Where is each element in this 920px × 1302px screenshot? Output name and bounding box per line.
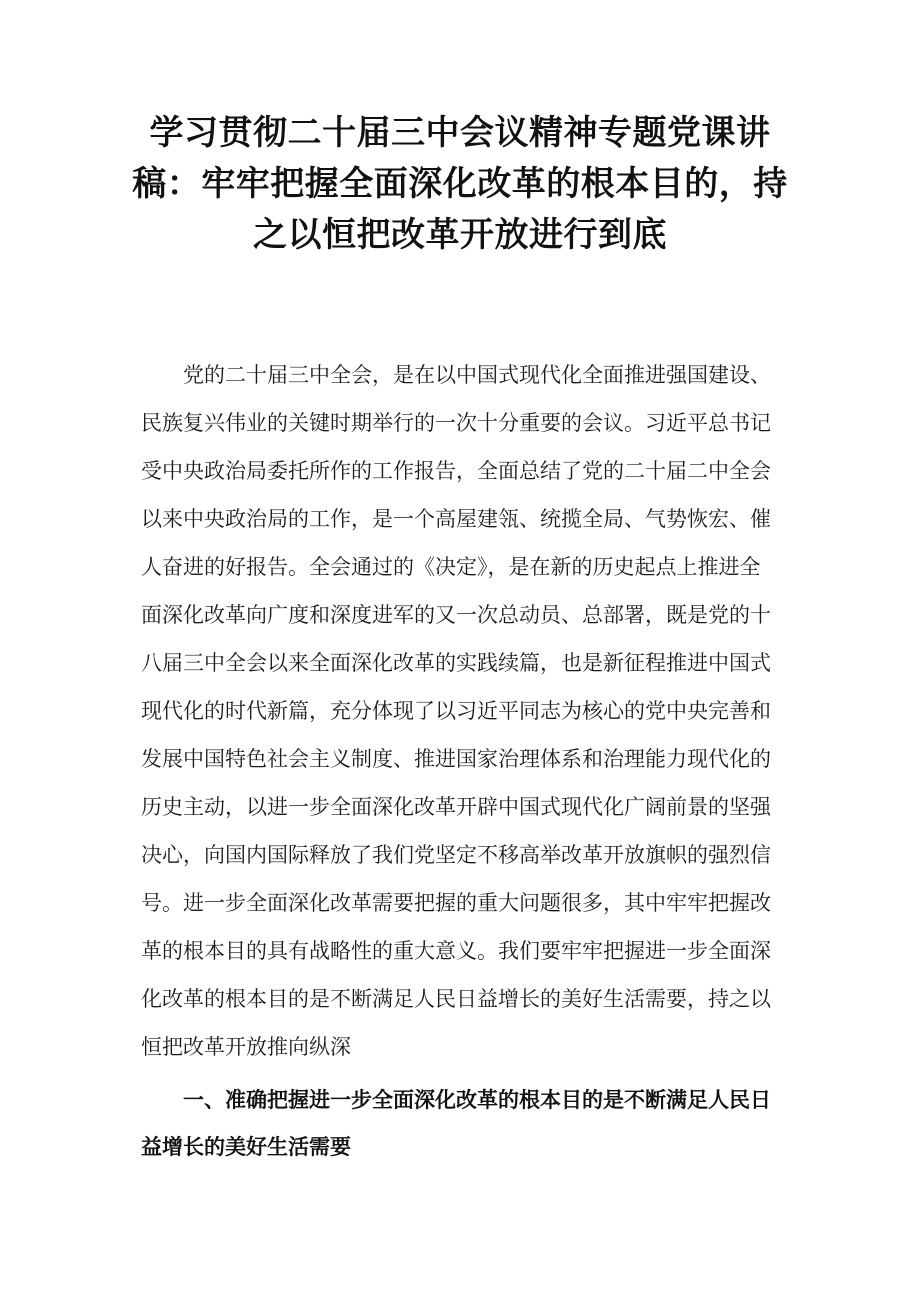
paragraph-line: 革的根本目的具有战略性的重大意义。我们要牢牢把握进一步全面深 [141,939,771,963]
paragraph-line: 人奋进的好报告。全会通过的《决定》，是在新的历史起点上推进全 [141,555,761,579]
paragraph-line: 历史主动，以进一步全面深化改革开辟中国式现代化广阔前景的坚强 [141,795,771,819]
paragraph-line: 党的二十届三中全会，是在以中国式现代化全面推进强国建设、 [183,363,771,387]
body-paragraph [141,351,801,1071]
paragraph-line: 面深化改革向广度和深度进军的又一次总动员、总部署，既是党的十 [141,603,771,627]
heading-line: 一、准确把握进一步全面深化改革的根本目的是不断满足人民日 [183,1088,771,1112]
paragraph-line: 民族复兴伟业的关键时期举行的一次十分重要的会议。习近平总书记 [141,411,771,435]
paragraph-line: 以来中央政治局的工作，是一个高屋建瓴、统揽全局、气势恢宏、催 [141,507,771,531]
title-line: 稿：牢牢把握全面深化改革的根本目的，持 [132,164,788,204]
title-line: 学习贯彻二十届三中会议精神专题党课讲 [149,113,771,153]
paragraph-line: 现代化的时代新篇，充分体现了以习近平同志为核心的党中央完善和 [141,699,771,723]
document-title [120,108,800,261]
heading-line: 益增长的美好生活需要 [141,1135,351,1159]
paragraph-line: 发展中国特色社会主义制度、推进国家治理体系和治理能力现代化的 [141,747,771,771]
paragraph-line: 受中央政治局委托所作的工作报告，全面总结了党的二十届二中全会 [141,459,771,483]
section-heading [141,1077,801,1171]
paragraph-line: 决心，向国内国际释放了我们党坚定不移高举改革开放旗帜的强烈信 [141,843,771,867]
paragraph-line: 八届三中全会以来全面深化改革的实践续篇，也是新征程推进中国式 [141,651,771,675]
paragraph-line: 化改革的根本目的是不断满足人民日益增长的美好生活需要，持之以 [141,987,771,1011]
paragraph-line: 号。进一步全面深化改革需要把握的重大问题很多，其中牢牢把握改 [141,891,771,915]
paragraph-line: 恒把改革开放推向纵深 [141,1035,351,1059]
title-line: 之以恒把改革开放进行到底 [253,215,667,255]
